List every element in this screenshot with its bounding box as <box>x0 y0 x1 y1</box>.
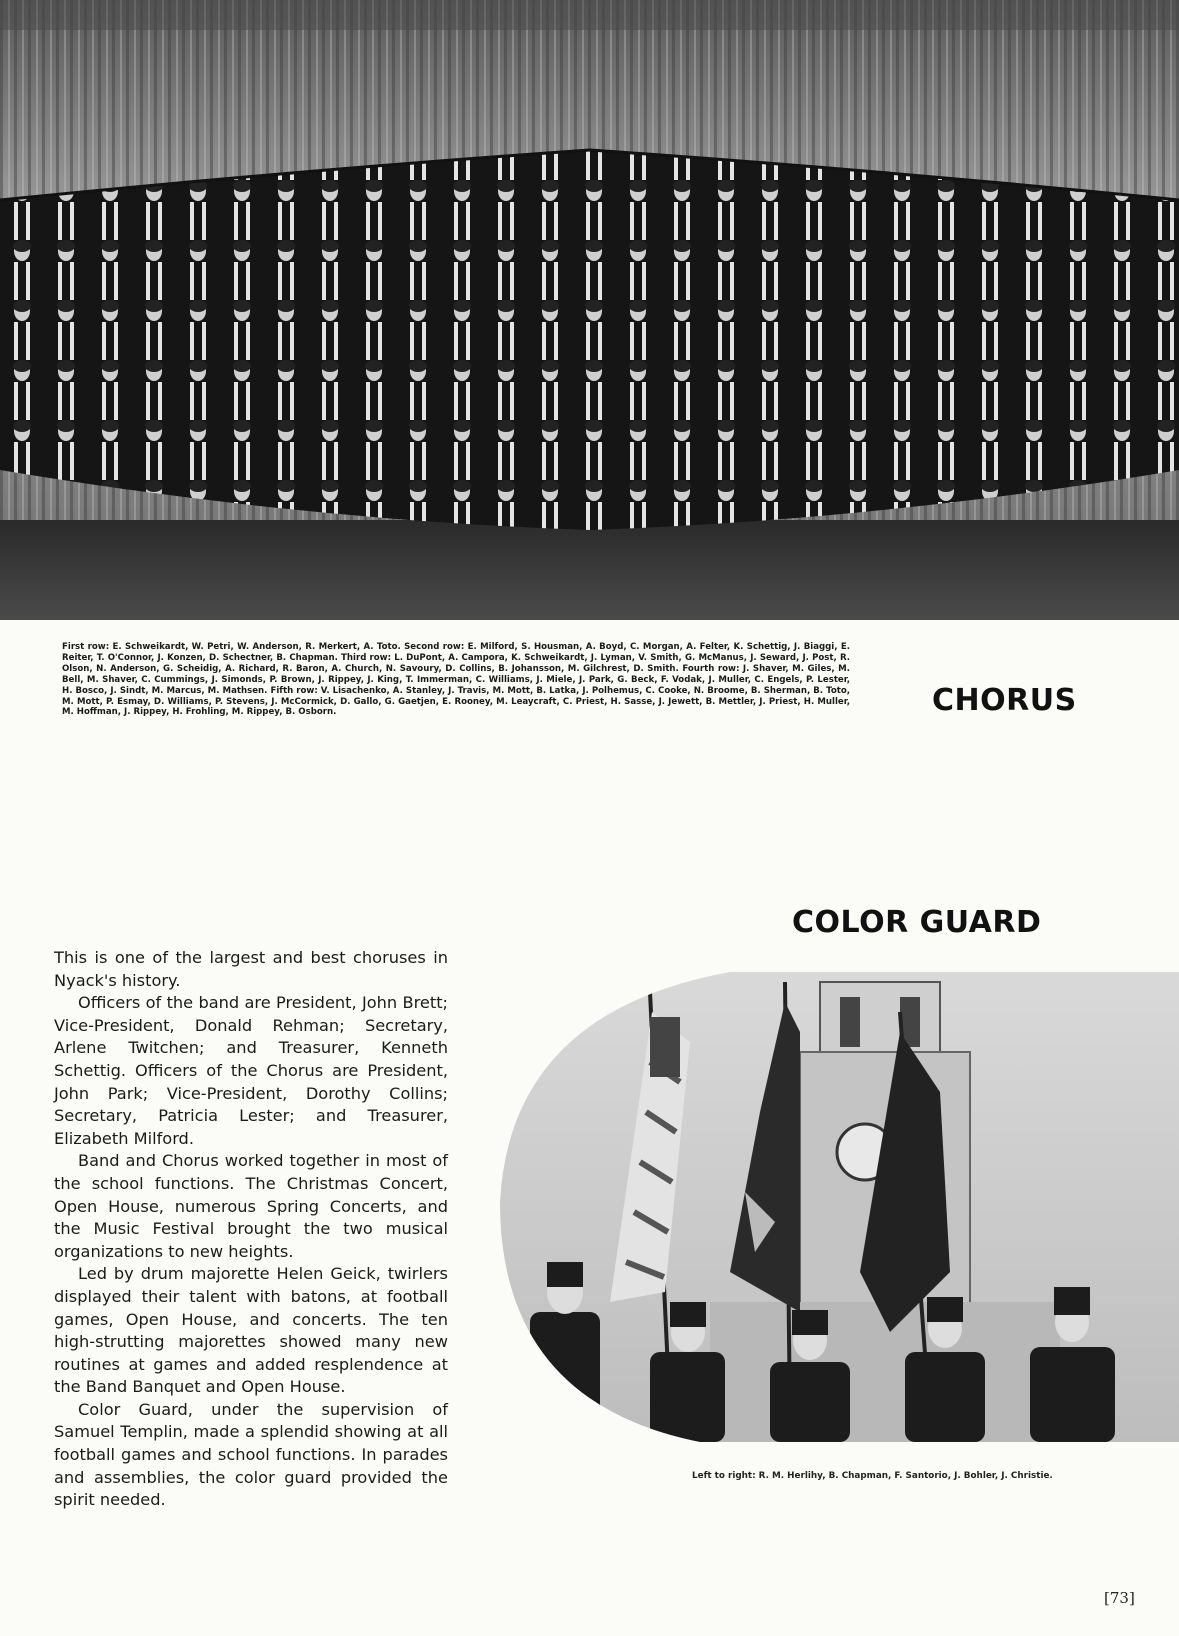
article-paragraph: Color Guard, under the supervision of Samuel Templin, made a splendid showing at all football games and school functions. In parades and assemblies, the color guard provided the spirit needed. <box>54 1399 448 1510</box>
chorus-caption: First row: E. Schweikardt, W. Petri, W. Anderson, R. Merkert, A. Toto. Second row: E. Milford, S. Housman, A. Boyd, C. Morgan, A. Felter, K. Schettig, J. Biaggi, E. Reiter, T. O'Connor, J. Konzen, D. Schectner, B. Chapman. Third row: L. DuPont, A. Campora, K. Schweikardt, J. Lyman, V. Smith, G. McManus, J. Seward, J. Post, R. Olson, N. Anderson, G. Scheidig, A. Richard, R. Baron, A. Church, N. Savoury, D. Collins, B. Johansson, M. Gilchrest, D. Smith. Fourth row: J. Shaver, M. Giles, M. Bell, M. Shaver, C. Cummings, J. Simonds, P. Brown, J. Rippey, J. King, T. Immerman, C. Williams, J. Miele, J. Park, G. Beck, F. Vodak, J. Muller, C. Engels, P. Lester, H. Bosco, J. Sindt, M. Marcus, M. Mathsen. Fifth row: V. Lisachenko, A. Stanley, J. Travis, M. Mott, B. Latka, J. Polhemus, C. Cooke, N. Broome, B. Sherman, B. Toto, M. Mott, P. Esmay, D. Williams, P. Stevens, J. McCormick, D. Gallo, G. Gaetjen, E. Rooney, M. Leaycraft, C. Priest, H. Sasse, J. Jewett, B. Mettler, J. Priest, H. Muller, M. Hoffman, J. Rippey, H. Frohling, M. Rippey, B. Osborn. <box>62 642 850 718</box>
article-paragraph: Led by drum majorette Helen Geick, twirlers displayed their talent with batons, at football games, Open House, and concerts. The ten high-strutting majorettes showed many new routines at games and added resplendence at the Band Banquet and Open House. <box>54 1264 448 1397</box>
page-number: [73] <box>1104 1589 1135 1607</box>
chorus-photo <box>0 0 1179 620</box>
chorus-heading: CHORUS <box>932 683 1077 718</box>
color-guard-heading: COLOR GUARD <box>792 905 1042 940</box>
article-body <box>54 947 448 1512</box>
article-paragraph: This is one of the largest and best choruses in Nyack's history. <box>54 948 448 990</box>
color-guard-caption: Left to right: R. M. Herlihy, B. Chapman, F. Santorio, J. Bohler, J. Christie. <box>692 1471 1053 1481</box>
color-guard-photo <box>500 972 1179 1442</box>
article-paragraph: Band and Chorus worked together in most of the school functions. The Christmas Concert, Open House, numerous Spring Concerts, and the Music Festival brought the two musical organizations to new heights. <box>54 1151 448 1261</box>
article-paragraph: Officers of the band are President, John Brett; Vice-President, Donald Rehman; Secretary, Arlene Twitchen; and Treasurer, Kenneth Schettig. Officers of the Chorus are President, John Park; Vice-President, Dorothy Collins; Secretary, Patricia Lester; and Treasurer, Elizabeth Milford. <box>54 993 448 1148</box>
